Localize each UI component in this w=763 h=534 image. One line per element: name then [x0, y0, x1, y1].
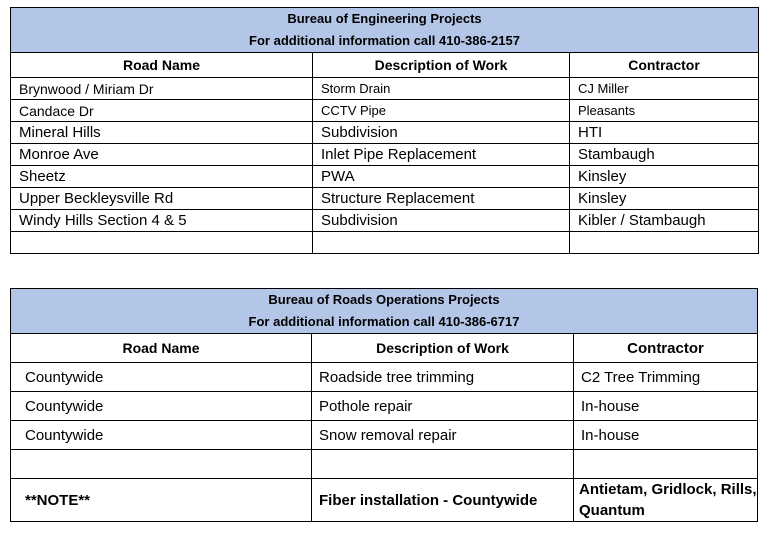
road-name-cell: Countywide	[11, 363, 312, 392]
roads-operations-table	[10, 288, 758, 522]
table-row	[11, 363, 758, 392]
table-row-empty	[11, 232, 759, 254]
road-name-cell: Countywide	[11, 421, 312, 450]
road-name-cell	[11, 450, 312, 479]
column-header-contractor: Contractor	[570, 53, 759, 78]
contractor-cell: HTI	[570, 122, 759, 144]
description-cell: Subdivision	[313, 122, 570, 144]
note-contractors: Antietam, Gridlock, Rills, Quantum	[574, 479, 758, 522]
table-row	[11, 392, 758, 421]
contractor-cell: Kibler / Stambaugh	[570, 210, 759, 232]
description-cell: Storm Drain	[313, 78, 570, 100]
contractor-cell: In-house	[574, 392, 758, 421]
description-cell: Inlet Pipe Replacement	[313, 144, 570, 166]
description-cell	[313, 232, 570, 254]
road-name-cell: Countywide	[11, 392, 312, 421]
road-name-cell: Upper Beckleysville Rd	[11, 188, 313, 210]
note-description: Fiber installation - Countywide	[312, 479, 574, 522]
contractor-cell: Pleasants	[570, 100, 759, 122]
note-label: **NOTE**	[11, 479, 312, 522]
contractor-cell: Kinsley	[570, 188, 759, 210]
table-row	[11, 421, 758, 450]
description-cell: Snow removal repair	[312, 421, 574, 450]
column-header-description: Description of Work	[312, 334, 574, 363]
description-cell: Subdivision	[313, 210, 570, 232]
contractor-cell	[570, 232, 759, 254]
description-cell: Pothole repair	[312, 392, 574, 421]
column-header-contractor: Contractor	[574, 334, 758, 363]
engineering-header	[11, 8, 759, 53]
table-row	[11, 188, 759, 210]
roads-header	[11, 289, 758, 334]
description-cell	[312, 450, 574, 479]
road-name-cell: Sheetz	[11, 166, 313, 188]
engineering-projects-table	[10, 7, 759, 254]
roads-title: Bureau of Roads Operations Projects	[268, 292, 500, 307]
contractor-cell: C2 Tree Trimming	[574, 363, 758, 392]
engineering-title: Bureau of Engineering Projects	[287, 11, 482, 26]
road-name-cell: Candace Dr	[11, 100, 313, 122]
table-row	[11, 210, 759, 232]
engineering-subtitle: For additional information call 410-386-2157	[249, 33, 520, 48]
column-header-road-name: Road Name	[11, 334, 312, 363]
description-cell: Roadside tree trimming	[312, 363, 574, 392]
column-header-road-name: Road Name	[11, 53, 313, 78]
description-cell: PWA	[313, 166, 570, 188]
table-row-empty	[11, 450, 758, 479]
table-row	[11, 144, 759, 166]
road-name-cell: Monroe Ave	[11, 144, 313, 166]
table-row	[11, 122, 759, 144]
description-cell: CCTV Pipe	[313, 100, 570, 122]
contractor-cell: CJ Miller	[570, 78, 759, 100]
note-row	[11, 479, 758, 522]
road-name-cell: Mineral Hills	[11, 122, 313, 144]
contractor-cell	[574, 450, 758, 479]
table-row	[11, 100, 759, 122]
table-row	[11, 166, 759, 188]
road-name-cell: Brynwood / Miriam Dr	[11, 78, 313, 100]
table-row	[11, 78, 759, 100]
contractor-cell: Kinsley	[570, 166, 759, 188]
road-name-cell	[11, 232, 313, 254]
description-cell: Structure Replacement	[313, 188, 570, 210]
roads-subtitle: For additional information call 410-386-6717	[248, 314, 520, 329]
road-name-cell: Windy Hills Section 4 & 5	[11, 210, 313, 232]
contractor-cell: In-house	[574, 421, 758, 450]
contractor-cell: Stambaugh	[570, 144, 759, 166]
column-header-description: Description of Work	[313, 53, 570, 78]
